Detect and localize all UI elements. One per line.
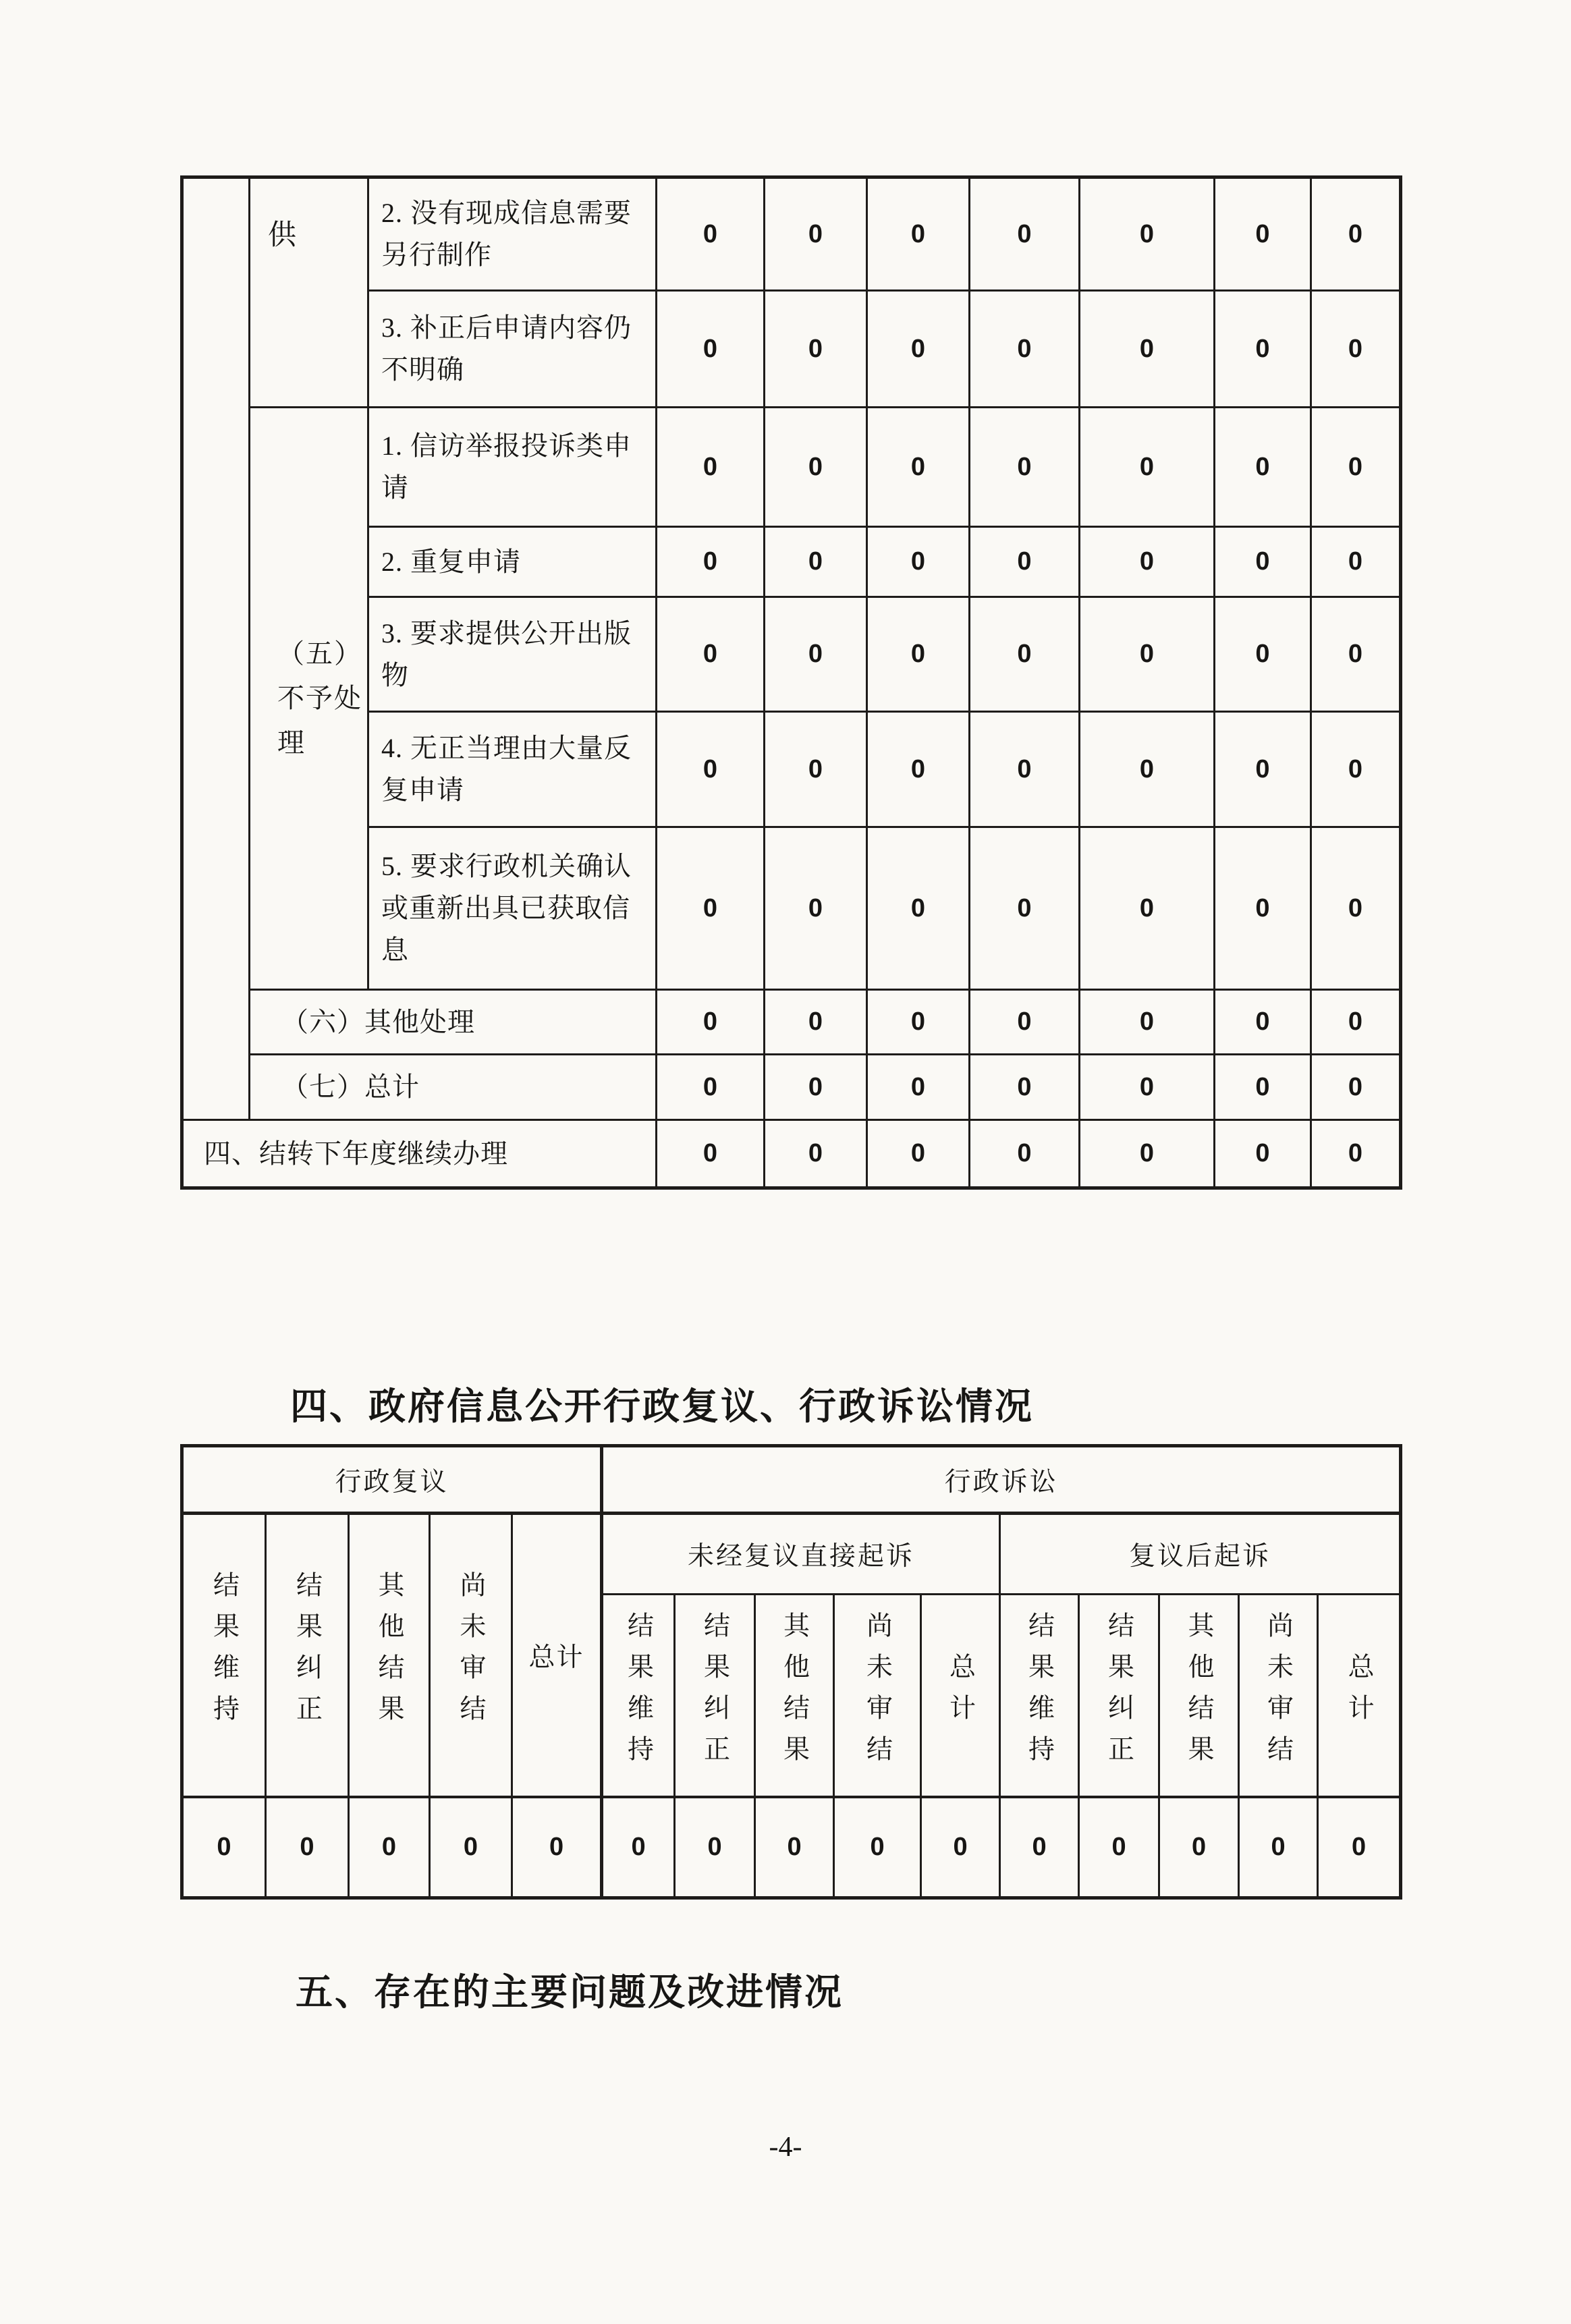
value-cell: 0: [1215, 827, 1311, 990]
section-four-heading: 四、政府信息公开行政复议、行政诉讼情况: [290, 1385, 1035, 1427]
value-cell: 0: [1080, 1055, 1215, 1120]
value-cell: 0: [867, 527, 970, 597]
value-cell: 0: [1000, 1797, 1079, 1898]
value-cell: 0: [1215, 408, 1311, 527]
column-header: 尚未审结: [456, 1571, 485, 1736]
value-cell: 0: [765, 1055, 867, 1120]
row-label-cell: （七）总计: [250, 1055, 657, 1120]
value-cell: 0: [867, 990, 970, 1055]
value-cell: 0: [765, 597, 867, 712]
column-header-cell: [1000, 1595, 1079, 1797]
table-row: [182, 1120, 1401, 1188]
value-cell: 0: [765, 1120, 867, 1188]
value-cell: 0: [1311, 291, 1401, 408]
value-cell: 0: [1080, 177, 1215, 291]
value-cell: 0: [1215, 1055, 1311, 1120]
value-cell: 0: [602, 1797, 675, 1898]
value-cell: 0: [867, 1055, 970, 1120]
table-row: [182, 408, 1401, 527]
column-header-cell: [1239, 1595, 1318, 1797]
value-cell: 0: [1311, 827, 1401, 990]
column-header-cell: [834, 1595, 921, 1797]
litigation-group-header: 行政诉讼: [602, 1446, 1401, 1514]
value-cell: 0: [970, 291, 1080, 408]
value-cell: 0: [867, 408, 970, 527]
column-header-cell: [755, 1595, 834, 1797]
value-cell: 0: [1311, 1120, 1401, 1188]
review-group-header: 行政复议: [182, 1446, 602, 1514]
column-header: 结果维持: [1024, 1611, 1054, 1776]
row-label-cell: 3. 要求提供公开出版物: [368, 597, 657, 712]
value-cell: 0: [1239, 1797, 1318, 1898]
page-number: -4-: [769, 2132, 802, 2163]
column-header-cell: [512, 1514, 602, 1797]
value-cell: 0: [765, 712, 867, 827]
value-cell: 0: [1215, 712, 1311, 827]
category-partial-cell: 供: [250, 177, 368, 408]
row-label-cell: 4. 无正当理由大量反复申请: [368, 712, 657, 827]
application-handling-table: [180, 175, 1402, 1190]
table-row: [182, 1446, 1401, 1514]
value-cell: 0: [1215, 1120, 1311, 1188]
value-cell: 0: [765, 527, 867, 597]
direct-suit-subheader: 未经复议直接起诉: [602, 1514, 1000, 1595]
value-cell: 0: [970, 827, 1080, 990]
value-cell: 0: [1311, 990, 1401, 1055]
value-cell: 0: [657, 1055, 765, 1120]
value-cell: 0: [657, 408, 765, 527]
value-cell: 0: [834, 1797, 921, 1898]
value-cell: 0: [1311, 527, 1401, 597]
column-header-cell: [1079, 1595, 1159, 1797]
column-header-cell: [266, 1514, 349, 1797]
value-cell: 0: [867, 177, 970, 291]
value-cell: 0: [1080, 597, 1215, 712]
row-label-cell: （六）其他处理: [250, 990, 657, 1055]
value-cell: 0: [1080, 827, 1215, 990]
column-header: 结果纠正: [292, 1571, 322, 1736]
column-header: 尚未审结: [862, 1611, 892, 1776]
value-cell: 0: [970, 712, 1080, 827]
value-cell: 0: [1215, 990, 1311, 1055]
row-label-cell: 四、结转下年度继续办理: [182, 1120, 657, 1188]
section-five-heading: 五、存在的主要问题及改进情况: [296, 1971, 844, 2013]
value-cell: 0: [867, 827, 970, 990]
value-cell: 0: [755, 1797, 834, 1898]
row-label-cell: 2. 没有现成信息需要另行制作: [368, 177, 657, 291]
category-label-cell: [250, 408, 368, 990]
category-label: （五）不予处理: [277, 638, 362, 758]
column-header-cell: [430, 1514, 512, 1797]
row-label-cell: 3. 补正后申请内容仍不明确: [368, 291, 657, 408]
column-header: 其他结果: [375, 1571, 404, 1736]
column-header: 结果纠正: [700, 1611, 729, 1776]
value-cell: 0: [970, 527, 1080, 597]
value-cell: 0: [867, 597, 970, 712]
value-cell: 0: [1080, 1120, 1215, 1188]
value-cell: 0: [765, 408, 867, 527]
table-row: [182, 990, 1401, 1055]
row-label-cell: 2. 重复申请: [368, 527, 657, 597]
value-cell: 0: [1079, 1797, 1159, 1898]
value-cell: 0: [970, 177, 1080, 291]
value-cell: 0: [1215, 177, 1311, 291]
value-cell: 0: [970, 1120, 1080, 1188]
value-cell: 0: [867, 712, 970, 827]
value-cell: 0: [657, 177, 765, 291]
row-label-cell: 5. 要求行政机关确认或重新出具已获取信息: [368, 827, 657, 990]
value-cell: 0: [970, 597, 1080, 712]
value-cell: 0: [657, 990, 765, 1055]
value-cell: 0: [512, 1797, 602, 1898]
value-cell: 0: [657, 597, 765, 712]
value-cell: 0: [1318, 1797, 1401, 1898]
table-row: [182, 1055, 1401, 1120]
value-cell: 0: [657, 827, 765, 990]
value-cell: 0: [765, 990, 867, 1055]
value-cell: 0: [657, 527, 765, 597]
value-cell: 0: [1215, 527, 1311, 597]
value-cell: 0: [1159, 1797, 1239, 1898]
value-cell: 0: [1080, 990, 1215, 1055]
column-header-cell: [182, 1514, 266, 1797]
value-cell: 0: [1080, 291, 1215, 408]
value-cell: 0: [182, 1797, 266, 1898]
value-cell: 0: [657, 1120, 765, 1188]
value-cell: 0: [1311, 408, 1401, 527]
value-cell: 0: [1215, 597, 1311, 712]
value-cell: 0: [765, 827, 867, 990]
value-cell: 0: [970, 1055, 1080, 1120]
value-cell: 0: [970, 408, 1080, 527]
column-header: 其他结果: [779, 1611, 809, 1776]
value-cell: 0: [266, 1797, 349, 1898]
column-header: 总计: [528, 1642, 584, 1672]
column-header: 总计: [1344, 1652, 1374, 1735]
table-row: [182, 1514, 1401, 1595]
column-header: 结果纠正: [1104, 1611, 1134, 1776]
column-header-cell: [602, 1595, 675, 1797]
row-label-cell: 1. 信访举报投诉类申请: [368, 408, 657, 527]
column-header-cell: [1318, 1595, 1401, 1797]
value-cell: 0: [675, 1797, 755, 1898]
column-header: 结果维持: [624, 1611, 653, 1776]
value-cell: 0: [1080, 712, 1215, 827]
value-cell: 0: [1080, 408, 1215, 527]
value-cell: 0: [349, 1797, 430, 1898]
value-cell: 0: [1080, 527, 1215, 597]
value-cell: 0: [1311, 712, 1401, 827]
value-cell: 0: [1215, 291, 1311, 408]
value-cell: 0: [657, 712, 765, 827]
column-header-cell: [675, 1595, 755, 1797]
column-header-cell: [1159, 1595, 1239, 1797]
value-cell: 0: [430, 1797, 512, 1898]
value-cell: 0: [921, 1797, 1000, 1898]
value-cell: 0: [1311, 1055, 1401, 1120]
table-row: [182, 177, 1401, 291]
value-cell: 0: [1311, 597, 1401, 712]
value-cell: 0: [765, 291, 867, 408]
column-header: 其他结果: [1184, 1611, 1214, 1776]
after-review-suit-subheader: 复议后起诉: [1000, 1514, 1401, 1595]
column-header: 结果维持: [209, 1571, 239, 1736]
left-rowspan-cell: [182, 177, 250, 1120]
column-header-cell: [349, 1514, 430, 1797]
value-cell: 0: [867, 291, 970, 408]
value-cell: 0: [1311, 177, 1401, 291]
value-cell: 0: [970, 990, 1080, 1055]
table-row: [182, 1797, 1401, 1898]
value-cell: 0: [765, 177, 867, 291]
value-cell: 0: [657, 291, 765, 408]
column-header: 尚未审结: [1263, 1611, 1293, 1776]
column-header-cell: [921, 1595, 1000, 1797]
column-header: 总计: [945, 1652, 975, 1735]
value-cell: 0: [867, 1120, 970, 1188]
review-litigation-table: [180, 1444, 1402, 1900]
